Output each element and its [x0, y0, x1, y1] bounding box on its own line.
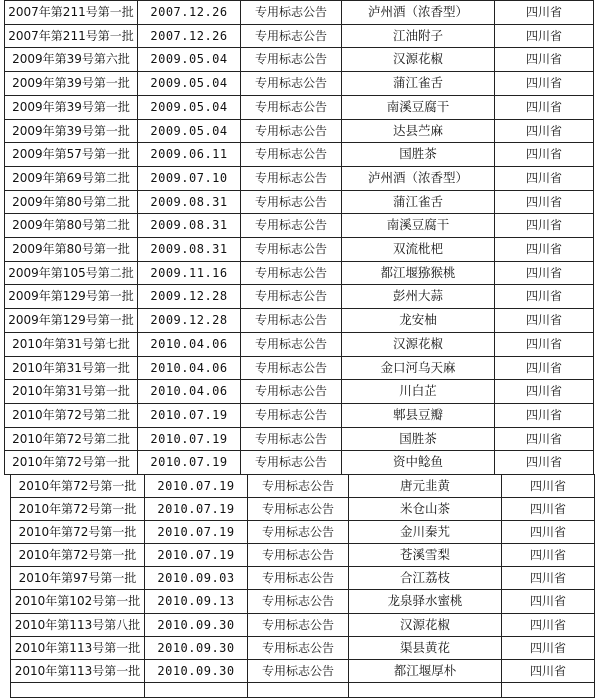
- province-cell: 四川省: [502, 475, 595, 498]
- date-cell: 2009.11.16: [138, 261, 241, 285]
- province-cell: 四川省: [495, 214, 594, 238]
- announcement-type-cell: 专用标志公告: [248, 544, 349, 567]
- date-cell: 2010.09.03: [145, 567, 248, 590]
- table-row: [11, 567, 595, 590]
- announcement-type-cell: 专用标志公告: [241, 309, 342, 333]
- product-name-cell: 江油附子: [342, 24, 495, 48]
- province-cell: 四川省: [495, 48, 594, 72]
- announcement-type-cell: 专用标志公告: [241, 261, 342, 285]
- announcement-number-cell: 2010年第31号第一批: [5, 380, 138, 404]
- announcement-type-cell: 专用标志公告: [241, 403, 342, 427]
- announcement-type-cell: 专用标志公告: [241, 451, 342, 475]
- announcement-number-cell: 2009年第39号第一批: [5, 72, 138, 96]
- product-name-cell: 金川秦艽: [349, 521, 502, 544]
- table-row: [5, 403, 594, 427]
- table-row: [5, 261, 594, 285]
- announcement-number-cell: 2010年第113号第八批: [11, 613, 145, 636]
- table-row: [11, 521, 595, 544]
- announcement-type-cell: 专用标志公告: [248, 590, 349, 613]
- table-row: [5, 143, 594, 167]
- product-name-cell: 龙泉驿水蜜桃: [349, 590, 502, 613]
- empty-cell: [349, 682, 502, 697]
- date-cell: 2010.09.30: [145, 659, 248, 682]
- table-row: [5, 380, 594, 404]
- product-name-cell: 汉源花椒: [342, 332, 495, 356]
- product-name-cell: 国胜茶: [342, 143, 495, 167]
- announcement-number-cell: 2009年第80号第二批: [5, 190, 138, 214]
- announcement-type-cell: 专用标志公告: [241, 72, 342, 96]
- date-cell: 2010.09.13: [145, 590, 248, 613]
- date-cell: 2009.07.10: [138, 166, 241, 190]
- empty-cell: [11, 682, 145, 697]
- announcement-type-cell: 专用标志公告: [241, 356, 342, 380]
- announcement-number-cell: 2010年第72号第一批: [11, 498, 145, 521]
- announcement-number-cell: 2009年第129号第一批: [5, 309, 138, 333]
- announcement-type-cell: 专用标志公告: [241, 214, 342, 238]
- announcement-number-cell: 2007年第211号第一批: [5, 1, 138, 25]
- announcement-number-cell: 2009年第105号第二批: [5, 261, 138, 285]
- province-cell: 四川省: [495, 72, 594, 96]
- date-cell: 2009.05.04: [138, 119, 241, 143]
- announcement-number-cell: 2009年第129号第一批: [5, 285, 138, 309]
- announcement-type-cell: 专用标志公告: [241, 119, 342, 143]
- announcement-number-cell: 2010年第72号第二批: [5, 427, 138, 451]
- date-cell: 2009.05.04: [138, 95, 241, 119]
- product-name-cell: 蒲江雀舌: [342, 190, 495, 214]
- product-name-cell: 川白芷: [342, 380, 495, 404]
- announcement-type-cell: 专用标志公告: [241, 285, 342, 309]
- table-row: [11, 544, 595, 567]
- province-cell: 四川省: [495, 261, 594, 285]
- date-cell: 2009.05.04: [138, 72, 241, 96]
- product-name-cell: 都江堰厚朴: [349, 659, 502, 682]
- date-cell: 2009.08.31: [138, 238, 241, 262]
- table-row: [11, 498, 595, 521]
- date-cell: 2010.04.06: [138, 332, 241, 356]
- empty-cell: [248, 682, 349, 697]
- product-name-cell: 泸州酒（浓香型）: [342, 1, 495, 25]
- table-row: [5, 451, 594, 475]
- province-cell: 四川省: [495, 403, 594, 427]
- announcement-type-cell: 专用标志公告: [241, 190, 342, 214]
- announcement-number-cell: 2010年第113号第一批: [11, 659, 145, 682]
- date-cell: 2007.12.26: [138, 1, 241, 25]
- announcement-number-cell: 2009年第80号第二批: [5, 214, 138, 238]
- province-cell: 四川省: [502, 567, 595, 590]
- product-name-cell: 汉源花椒: [342, 48, 495, 72]
- province-cell: 四川省: [495, 190, 594, 214]
- announcement-type-cell: 专用标志公告: [241, 143, 342, 167]
- province-cell: 四川省: [502, 613, 595, 636]
- province-cell: 四川省: [502, 636, 595, 659]
- product-name-cell: 渠县黄花: [349, 636, 502, 659]
- province-cell: 四川省: [495, 356, 594, 380]
- date-cell: 2010.07.19: [138, 403, 241, 427]
- table-row: [5, 238, 594, 262]
- table-row: [5, 1, 594, 25]
- table-row: [5, 356, 594, 380]
- announcement-table-lower: [10, 474, 595, 698]
- date-cell: 2010.07.19: [138, 427, 241, 451]
- table-row: [11, 590, 595, 613]
- product-name-cell: 南溪豆腐干: [342, 95, 495, 119]
- province-cell: 四川省: [495, 119, 594, 143]
- table-row: [5, 309, 594, 333]
- product-name-cell: 龙安柚: [342, 309, 495, 333]
- announcement-number-cell: 2010年第102号第一批: [11, 590, 145, 613]
- product-name-cell: 泸州酒（浓香型）: [342, 166, 495, 190]
- product-name-cell: 苍溪雪梨: [349, 544, 502, 567]
- table-row: [11, 475, 595, 498]
- table-row: [5, 427, 594, 451]
- table-row-partial: [11, 682, 595, 697]
- table-row: [5, 285, 594, 309]
- province-cell: 四川省: [502, 544, 595, 567]
- product-name-cell: 汉源花椒: [349, 613, 502, 636]
- announcement-type-cell: 专用标志公告: [248, 498, 349, 521]
- table-row: [5, 24, 594, 48]
- table-row: [5, 119, 594, 143]
- table-row: [5, 332, 594, 356]
- announcement-type-cell: 专用标志公告: [241, 238, 342, 262]
- table-row: [5, 190, 594, 214]
- date-cell: 2009.05.04: [138, 48, 241, 72]
- date-cell: 2010.09.30: [145, 636, 248, 659]
- date-cell: 2010.07.19: [138, 451, 241, 475]
- announcement-number-cell: 2010年第97号第一批: [11, 567, 145, 590]
- announcement-number-cell: 2010年第72号第一批: [11, 521, 145, 544]
- table-row: [11, 636, 595, 659]
- empty-cell: [502, 682, 595, 697]
- province-cell: 四川省: [495, 309, 594, 333]
- announcement-type-cell: 专用标志公告: [248, 613, 349, 636]
- table-row: [5, 214, 594, 238]
- announcement-number-cell: 2009年第39号第一批: [5, 119, 138, 143]
- announcement-type-cell: 专用标志公告: [241, 332, 342, 356]
- table-row: [5, 166, 594, 190]
- announcement-type-cell: 专用标志公告: [241, 24, 342, 48]
- province-cell: 四川省: [495, 285, 594, 309]
- announcement-type-cell: 专用标志公告: [248, 659, 349, 682]
- table-row: [11, 659, 595, 682]
- empty-cell: [145, 682, 248, 697]
- date-cell: 2010.07.19: [145, 544, 248, 567]
- table-row: [11, 613, 595, 636]
- province-cell: 四川省: [495, 24, 594, 48]
- province-cell: 四川省: [502, 590, 595, 613]
- province-cell: 四川省: [495, 427, 594, 451]
- province-cell: 四川省: [495, 1, 594, 25]
- date-cell: 2010.07.19: [145, 475, 248, 498]
- province-cell: 四川省: [495, 380, 594, 404]
- date-cell: 2009.08.31: [138, 214, 241, 238]
- product-name-cell: 资中鲶鱼: [342, 451, 495, 475]
- province-cell: 四川省: [495, 332, 594, 356]
- product-name-cell: 唐元韭黄: [349, 475, 502, 498]
- announcement-number-cell: 2009年第80号第一批: [5, 238, 138, 262]
- product-name-cell: 彭州大蒜: [342, 285, 495, 309]
- product-name-cell: 合江荔枝: [349, 567, 502, 590]
- product-name-cell: 国胜茶: [342, 427, 495, 451]
- date-cell: 2009.08.31: [138, 190, 241, 214]
- announcement-number-cell: 2010年第72号第一批: [11, 475, 145, 498]
- province-cell: 四川省: [495, 166, 594, 190]
- date-cell: 2007.12.26: [138, 24, 241, 48]
- announcement-type-cell: 专用标志公告: [241, 1, 342, 25]
- announcement-number-cell: 2010年第72号第二批: [5, 403, 138, 427]
- date-cell: 2009.12.28: [138, 309, 241, 333]
- date-cell: 2010.09.30: [145, 613, 248, 636]
- announcement-number-cell: 2009年第69号第二批: [5, 166, 138, 190]
- announcement-number-cell: 2009年第57号第一批: [5, 143, 138, 167]
- announcement-number-cell: 2010年第31号第一批: [5, 356, 138, 380]
- date-cell: 2010.07.19: [145, 498, 248, 521]
- product-name-cell: 都江堰猕猴桃: [342, 261, 495, 285]
- table-row: [5, 72, 594, 96]
- date-cell: 2010.04.06: [138, 380, 241, 404]
- province-cell: 四川省: [495, 143, 594, 167]
- announcement-type-cell: 专用标志公告: [248, 521, 349, 544]
- announcement-number-cell: 2010年第72号第一批: [11, 544, 145, 567]
- announcement-type-cell: 专用标志公告: [241, 427, 342, 451]
- province-cell: 四川省: [502, 521, 595, 544]
- announcement-number-cell: 2010年第113号第一批: [11, 636, 145, 659]
- announcement-type-cell: 专用标志公告: [248, 636, 349, 659]
- announcement-type-cell: 专用标志公告: [241, 380, 342, 404]
- announcement-number-cell: 2010年第31号第七批: [5, 332, 138, 356]
- product-name-cell: 南溪豆腐干: [342, 214, 495, 238]
- product-name-cell: 郫县豆瓣: [342, 403, 495, 427]
- province-cell: 四川省: [502, 498, 595, 521]
- date-cell: 2010.07.19: [145, 521, 248, 544]
- announcement-number-cell: 2009年第39号第一批: [5, 95, 138, 119]
- product-name-cell: 米仓山茶: [349, 498, 502, 521]
- province-cell: 四川省: [495, 95, 594, 119]
- province-cell: 四川省: [495, 451, 594, 475]
- announcement-type-cell: 专用标志公告: [241, 166, 342, 190]
- product-name-cell: 金口河乌天麻: [342, 356, 495, 380]
- table-row: [5, 95, 594, 119]
- province-cell: 四川省: [495, 238, 594, 262]
- product-name-cell: 双流枇杷: [342, 238, 495, 262]
- date-cell: 2009.12.28: [138, 285, 241, 309]
- announcement-number-cell: 2009年第39号第六批: [5, 48, 138, 72]
- announcement-number-cell: 2007年第211号第一批: [5, 24, 138, 48]
- product-name-cell: 蒲江雀舌: [342, 72, 495, 96]
- product-name-cell: 达县苎麻: [342, 119, 495, 143]
- announcement-number-cell: 2010年第72号第一批: [5, 451, 138, 475]
- announcement-type-cell: 专用标志公告: [241, 95, 342, 119]
- province-cell: 四川省: [502, 659, 595, 682]
- announcement-type-cell: 专用标志公告: [241, 48, 342, 72]
- announcement-type-cell: 专用标志公告: [248, 567, 349, 590]
- table-row: [5, 48, 594, 72]
- announcement-table-upper: [4, 0, 594, 475]
- date-cell: 2009.06.11: [138, 143, 241, 167]
- date-cell: 2010.04.06: [138, 356, 241, 380]
- announcement-type-cell: 专用标志公告: [248, 475, 349, 498]
